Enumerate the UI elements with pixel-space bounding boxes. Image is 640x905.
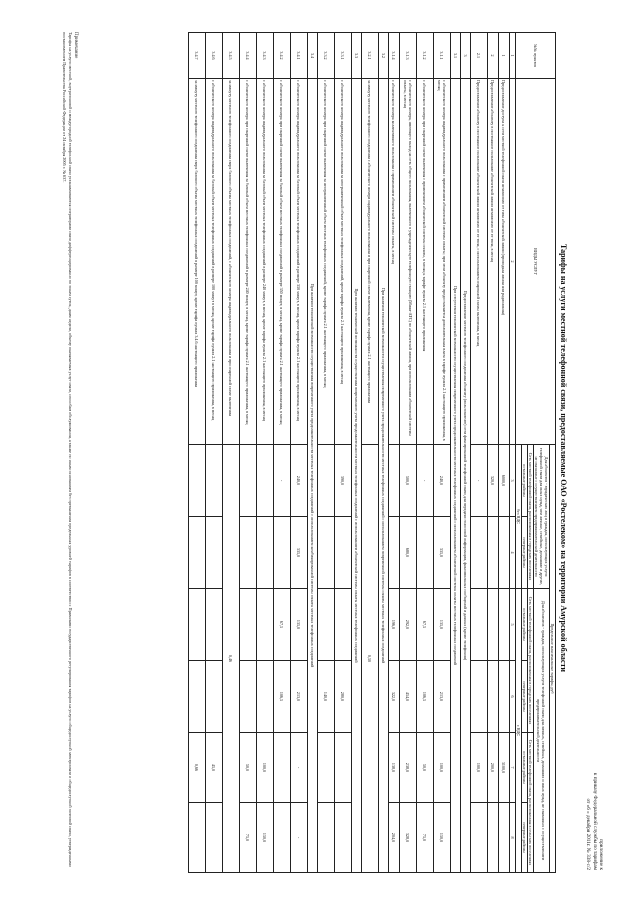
table-row [257, 33, 274, 873]
column-number: 7 [510, 733, 516, 803]
tariff-value: 213,0 [434, 661, 451, 733]
tariff-value: 67,5 [274, 589, 291, 661]
service-name: с абонентского номера при спаренной схеме включения с применением абонентской системы оплаты, в месяц к тарифе пункта 2.1 настоящего приложения [417, 79, 434, 445]
tariff-value: 454,0 [400, 661, 417, 733]
tariff-value: 213,0 [291, 661, 308, 733]
row-code: 3.1.1 [434, 33, 451, 79]
table-row [274, 33, 291, 873]
tariff-value: 390,0 [335, 445, 352, 517]
tariff-value: 204,0 [389, 803, 400, 873]
row-code: 3.3.1 [335, 33, 352, 79]
table-row [389, 33, 400, 873]
tariff-value [318, 803, 335, 873]
header-vat-excl: без НДС [516, 445, 522, 589]
service-name: с абонентского номера коллективного пользования с применением абонентской системы оплаты, в месяц [389, 79, 400, 445]
header-service: ВИДЫ УСЛУГ [516, 79, 556, 445]
tariff-value: 238,0 [400, 733, 417, 803]
header-citizens: Для абонентов - граждан, использующих услуги телефонной связи для личных, семейных, домашних и иных нужд, не связанных с осуществлением предпринимательской деятельности [534, 589, 550, 873]
tariff-value: 200,0 [488, 733, 499, 803]
tariff-value [206, 445, 223, 517]
row-code: 3.1.3 [400, 33, 417, 79]
tariff-value: 240,0 [434, 445, 451, 517]
tariff-value: 0,66 [189, 733, 206, 803]
table-row [318, 33, 335, 873]
tariff-value: 135,0 [291, 589, 308, 661]
row-code: 3 [461, 33, 471, 79]
tariff-value: 106,5 [417, 661, 434, 733]
tariff-value: 320,0 [488, 445, 499, 517]
tariff-value [257, 661, 274, 733]
tariff-value [389, 517, 400, 589]
service-name: с абонентского номера при спаренной схеме включения за неограниченный объем местных телефонных соединений, кроме тарифа пункта 2.1 настоящего приложения, в месяц [318, 79, 335, 445]
tariff-value [499, 517, 510, 589]
tariff-value: 67,5 [417, 589, 434, 661]
tariff-value [189, 661, 206, 733]
header-north-1: северные районы [522, 517, 528, 589]
header-other-1: остальные районы [522, 445, 528, 517]
table-row [488, 33, 499, 873]
table-row [189, 33, 206, 873]
section-row [379, 33, 389, 873]
tariff-value: - [417, 445, 434, 517]
tariff-value [274, 733, 291, 803]
header-tariff-group: Предельные максимальные тарифы, руб [550, 445, 556, 873]
tariff-table [188, 32, 556, 873]
tariff-value: - [274, 445, 291, 517]
row-code: 3.4.1 [291, 33, 308, 79]
service-name: за минуту местного телефонного соединения сверх базового объема местных телефонных соединений в размере 100 минут, кроме тарифа пункта 3.4.6 настоящего приложения [189, 79, 206, 445]
tariff-value [257, 589, 274, 661]
table-row [206, 33, 223, 873]
row-code: 3.4.2 [274, 33, 291, 79]
row-code: 2.1 [471, 33, 488, 79]
tariff-value: 6000,0 [499, 445, 510, 517]
header-no: №№ пунктов [516, 33, 556, 79]
tariff-value: 135,0 [434, 589, 451, 661]
tariff-value: 500,0 [400, 445, 417, 517]
tariff-value [257, 517, 274, 589]
table-row [335, 33, 352, 873]
header-other-2: остальные районы [522, 589, 528, 661]
row-code: 3.3 [352, 33, 362, 79]
tariff-table-body [189, 33, 510, 873]
appendix-header [585, 640, 604, 870]
service-name: с абонентского номера индивидуального пользования за базовый объем местных телефонных соединений в размере 100 минут в месяц, кроме тарифа пункта 2.1 настоящего приложения, в месяц [206, 79, 223, 445]
header-north-3: северные районы [522, 803, 528, 873]
tariff-value [189, 803, 206, 873]
tariff-value: 322,0 [389, 661, 400, 733]
tariff-value [318, 733, 335, 803]
column-number-row [510, 33, 516, 873]
tariff-value: 50,0 [417, 733, 434, 803]
row-code: 3.1 [451, 33, 461, 79]
column-number: 2 [510, 79, 516, 445]
tariff-value: 138,0 [389, 733, 400, 803]
row-code: 3.3.2 [318, 33, 335, 79]
appendix-line-3: от «6 » декабря 2011г. № 338-с/2 [585, 798, 592, 870]
tariff-value [206, 589, 223, 661]
table-row [240, 33, 257, 873]
tariff-value [274, 803, 291, 873]
tariff-value: 240,0 [291, 445, 308, 517]
row-code: 3.1.4 [389, 33, 400, 79]
tariff-value [335, 733, 352, 803]
service-name: за минуту местного телефонного соединения сверх базового объема местных телефонных соединений, с абонентского номера индивидуального пользования и при спаренной схеме включения [223, 79, 240, 445]
row-code: 3.4.4 [240, 33, 257, 79]
tariff-value: 328,0 [400, 803, 417, 873]
footnote-title: Примечание [73, 32, 78, 59]
tariff-value [189, 445, 206, 517]
tariff-value: 0,46 [223, 445, 240, 873]
tariff-value: 0,50 [362, 445, 379, 873]
tariff-value: 3100,0 [499, 733, 510, 803]
footnote [62, 32, 78, 872]
tariff-value [189, 589, 206, 661]
document-title: Тарифы на услуги местной телефонной связи, предоставляемые ОАО «Ростелеком» на территории Амурской области [559, 243, 568, 673]
tariff-value: 100,0 [257, 733, 274, 803]
row-code: 3.4.3 [257, 33, 274, 79]
table-row [291, 33, 308, 873]
tariff-value [240, 589, 257, 661]
section-heading: При наличии технической возможности осуществления повременного учета продолжительности местных телефонных соединений с использованием комбинированной системы оплаты местных телефонных соединений [308, 79, 318, 873]
tariff-value [499, 803, 510, 873]
table-row [400, 33, 417, 873]
tariff-value: 150,0 [257, 803, 274, 873]
header-net-city: Сеть местной телефонной связи, расположенная в городских поселениях [528, 445, 534, 589]
section-row [352, 33, 362, 873]
tariff-value [318, 517, 335, 589]
appendix-line-2: к приказу Федеральной службы по тарифам [591, 772, 598, 870]
tariff-value [488, 661, 499, 733]
row-code: 3.2 [379, 33, 389, 79]
row-code: 1 [499, 33, 510, 79]
row-code: 3.4.7 [189, 33, 206, 79]
tariff-value: 75,0 [417, 803, 434, 873]
row-code: 3.4.6 [206, 33, 223, 79]
tariff-value [417, 517, 434, 589]
tariff-value [206, 661, 223, 733]
table-row [499, 33, 510, 873]
column-number: 5 [510, 589, 516, 661]
tariff-value: 100,0 [434, 733, 451, 803]
appendix-line-1: приложение к [598, 839, 604, 870]
table-row [417, 33, 434, 873]
service-name: Предоставление доступа к сети местной телефонной связи независимо от типа абонентской линии (проводная линия или радиолиния) [499, 79, 510, 445]
rotated-document-page [36, 28, 604, 876]
tariff-value [499, 661, 510, 733]
header-net-city-2: Сеть местной телефонной связи, расположенная в городских поселениях [528, 589, 534, 733]
tariff-value [488, 589, 499, 661]
service-name: Предоставление абоненту в постоянное пользование абонентской линии независимо от ее типа, с использованием спаренной схемы включения, в месяц [471, 79, 488, 445]
tariff-value [206, 803, 223, 873]
row-code: 3.4 [308, 33, 318, 79]
service-name: с абонентского номера индивидуального пользования за неограниченный объем местных телефонных соединений, кроме тарифа пункта 2.1 настоящего приложения, в месяц [335, 79, 352, 445]
tariff-value: - [471, 445, 488, 517]
table-row [471, 33, 488, 873]
tariff-value [335, 517, 352, 589]
column-number: 3 [510, 445, 516, 517]
tariff-value [488, 803, 499, 873]
tariff-value: 50,0 [240, 733, 257, 803]
tariff-value [274, 517, 291, 589]
tariff-value [471, 517, 488, 589]
tariff-value: - [291, 803, 308, 873]
column-number: 8 [510, 803, 516, 873]
tariff-value [240, 517, 257, 589]
service-name: с абонентского номера индивидуального пользования с применением абонентской системы оплаты; при этом абоненту предоставляется дополнительная плата в тарифе пункта 2.1 настоящего приложения, в месяц [434, 79, 451, 445]
tariff-value: 292,0 [400, 589, 417, 661]
tariff-value: 150,0 [434, 803, 451, 873]
service-name: с абонентского номера индивидуального пользования за базовый объем местных телефонных соединений в размере 240 минут, в месяц, кроме тарифа пункта 2.1 настоящего приложения, в месяц [257, 79, 274, 445]
service-name: за минуту местного телефонного соединения с абонентского номера индивидуального пользования и при спаренной схеме включения, кроме тарифа пункта 2.1 настоящего приложения [362, 79, 379, 445]
footnote-text: Тарифы на услуги местной, внутризоновой и междугородной телефонной связи устанавливаются операторами связи дифференцированно по зонам суток, дням недели, объему оказываемых услуг связи, способам обслуживания, а также по иным основаниям без превышения предельных уровней тарифов в соответствии с Правилами государственного регулирования тарифов на услуги общедоступной электросвязи и общедоступной почтовой связи, утвержденными постановлением Правительства Российской Федерации от 24 октября 2005 г. № 637. [62, 32, 73, 867]
table-row [362, 33, 379, 873]
tariff-value: 75,0 [240, 803, 257, 873]
service-name: с абонентского номера индивидуального пользования за базовый объем местных телефонных соединений в размере 350 минут, в месяц, кроме тарифа пункта 2.1 настоящего приложения, в месяц [291, 79, 308, 445]
tariff-value [318, 445, 335, 517]
service-name: Предоставление абоненту в постоянное пользование абонентской линии независимо от ее типа, в месяц [488, 79, 499, 445]
column-number: 4 [510, 517, 516, 589]
tariff-value: 45,0 [206, 733, 223, 803]
service-name: с абонентского номера при спаренной схеме включения за базовый объем местных телефонных соединений в размере 350 минут, в месяц, кроме тарифа пункта 2.1 настоящего приложения, в месяц [274, 79, 291, 445]
tariff-value: 100,0 [471, 733, 488, 803]
tariff-value [471, 661, 488, 733]
section-heading: Предоставление местного телефонного соединения абоненту (пользователю) сети фиксированной телефонной связи для передачи голосовой информации, факсимильных сообщений и данных (кроме телефонии) [461, 79, 471, 873]
service-name: с абонентского номера при спаренной схеме включения за базовый объем местных телефонных соединений в размере 240 минут, в месяц, кроме тарифа пункта 2.1 настоящего приложения, в месяц [240, 79, 257, 445]
tariff-value [471, 803, 488, 873]
tariff-value [318, 589, 335, 661]
table-row [223, 33, 240, 873]
header-other-3: остальные районы [522, 733, 528, 803]
section-heading: При отсутствии технической возможности осуществления повременного учета продолжительности местных телефонных соединений с использованием абонентской системы оплаты местных телефонных соединений [451, 79, 461, 873]
header-north-2: северные районы [522, 661, 528, 733]
row-code: 3.4.5 [223, 33, 240, 79]
row-code: 2 [488, 33, 499, 79]
section-heading: При наличии технической возможности осуществления повременного учета продолжительности местных телефонных соединений с использованием повременной системы оплаты местных телефонных соединений [379, 79, 389, 873]
row-code: 3.1.2 [417, 33, 434, 79]
section-row [461, 33, 471, 873]
tariff-value [488, 517, 499, 589]
tariff-value: 106,5 [274, 661, 291, 733]
tariff-value: - [291, 733, 308, 803]
row-code: 3.2.1 [362, 33, 379, 79]
tariff-value: 335,0 [434, 517, 451, 589]
tariff-value [499, 589, 510, 661]
tariff-value: 196,0 [389, 589, 400, 661]
tariff-value [257, 445, 274, 517]
service-name: с абонентского номера, имеющего выход на сеть общего пользования, включенного в учрежденческую телефонную станцию (Мини-АТС) по абонентской линии, при использовании абонентской системы оплаты, в месяц [400, 79, 417, 445]
column-number: 1 [510, 33, 516, 79]
tariff-value: 140,0 [318, 661, 335, 733]
tariff-value: 680,0 [400, 517, 417, 589]
tariff-value [335, 803, 352, 873]
tariff-value [240, 661, 257, 733]
section-heading: При наличии технической возможности осуществления повременного учета продолжительности местных телефонных соединений с использованием абонентской системы оплаты местных телефонных соединений [352, 79, 362, 873]
tariff-value [389, 445, 400, 517]
column-number: 6 [510, 661, 516, 733]
section-row [451, 33, 461, 873]
tariff-value [471, 589, 488, 661]
tariff-value: 335,0 [291, 517, 308, 589]
header-orgs: Для абонентов - юридических лиц и граждан, использующих услуги телефонной связи для иных нужд, чем личные, семейные, домашние и другие, не связанные с осуществлением предпринимательской деятельности [534, 445, 550, 589]
tariff-value: 280,0 [335, 661, 352, 733]
tariff-value [240, 445, 257, 517]
header-vat-incl: с НДС [516, 589, 522, 873]
section-row [308, 33, 318, 873]
tariff-value [206, 517, 223, 589]
header-net-rural: Сеть местной телефонной связи, расположенная в сельских поселениях [528, 733, 534, 873]
tariff-value [335, 589, 352, 661]
tariff-value [189, 517, 206, 589]
table-row [434, 33, 451, 873]
